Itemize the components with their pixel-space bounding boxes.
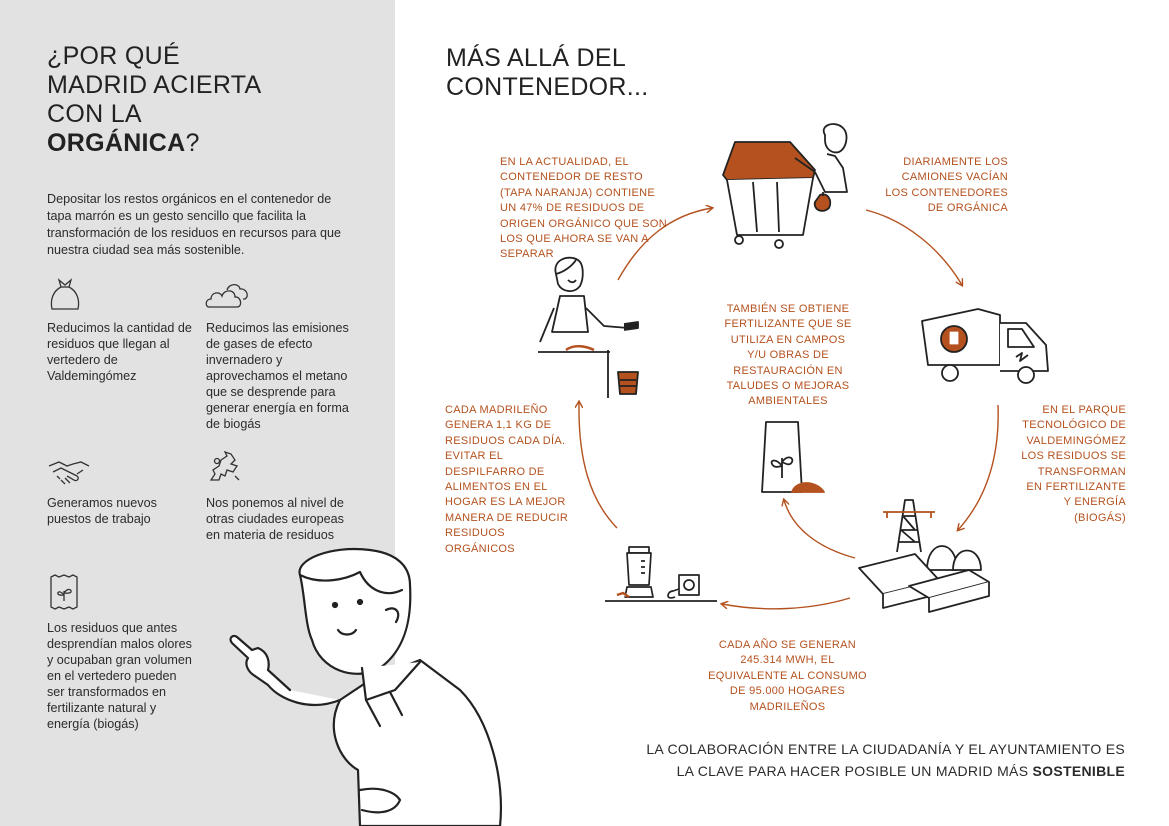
left-title-line: CON LA — [47, 100, 142, 128]
treatment-plant-illustration — [857, 490, 992, 615]
footer-statement — [646, 738, 1125, 782]
organic-container-illustration — [715, 120, 855, 260]
fertilizer-sack-illustration — [758, 418, 828, 498]
benefit-text: Los residuos que antes desprendían malos olores y ocupaban gran volumen en el vertedero pueden ser transformados en fertilizante natural y energía (biogás) — [47, 621, 192, 731]
person-chopping-illustration — [538, 252, 648, 402]
left-title-end: ? — [185, 129, 200, 157]
garbage-truck-illustration — [918, 303, 1053, 388]
note-citizen: CADA MADRILEÑO GENERA 1,1 KG DE RESIDUOS CADA DÍA. EVITAR EL DESPILFARRO DE ALIMENTOS EN EL HOGAR ES LA MEJOR MANERA DE REDUCIR RESIDUOS ORGÁNICOS — [445, 404, 569, 555]
left-title-line: ¿POR QUÉ — [47, 42, 180, 70]
right-title-line: MÁS ALLÁ DEL — [446, 44, 627, 72]
note-energy: CADA AÑO SE GENERAN 245.314 MWH, EL EQUIVALENTE AL CONSUMO DE 95.000 HOGARES MADRILEÑOS — [708, 639, 867, 713]
kitchen-appliances-illustration — [605, 545, 717, 607]
left-title-bold: ORGÁNICA — [47, 129, 186, 157]
arrow — [784, 500, 855, 558]
note-trucks: DIARIAMENTE LOS CAMIONES VACÍAN LOS CONTENEDORES DE ORGÁNICA — [885, 156, 1008, 215]
arrow — [866, 210, 962, 285]
benefit-text: Reducimos las emisiones de gases de efecto invernadero y aprovechamos el metano que se desprende para generar energía en forma de biogás — [206, 321, 349, 431]
arrow — [579, 402, 617, 528]
benefit-text: Generamos nuevos puestos de trabajo — [47, 496, 157, 526]
benefit-text: Reducimos la cantidad de residuos que llegan al vertedero de Valdemingómez — [47, 321, 192, 383]
left-title-line: MADRID ACIERTA — [47, 71, 262, 99]
benefit-text: Nos ponemos al nivel de otras ciudades europeas en materia de residuos — [206, 496, 344, 542]
right-title-line: CONTENEDOR... — [446, 73, 649, 101]
note-fertilizer: TAMBIÉN SE OBTIENE FERTILIZANTE QUE SE UTILIZA EN CAMPOS Y/U OBRAS DE RESTAURACIÓN EN TALUDES O MEJORAS AMBIENTALES — [724, 303, 852, 408]
intro-text: Depositar los restos orgánicos en el contenedor de tapa marrón es un gesto sencillo que facilita la transformación de los residuos en recursos para que nuestra ciudad sea más sostenible. — [47, 192, 342, 257]
footer-bold: SOSTENIBLE — [1032, 763, 1125, 779]
arrow — [722, 598, 850, 609]
note-park: EN EL PARQUE TECNOLÓGICO DE VALDEMINGÓMEZ LOS RESIDUOS SE TRANSFORMAN EN FERTILIZANTE Y ENERGÍA (BIOGÁS) — [1021, 404, 1126, 524]
footer-line: LA CLAVE PARA HACER POSIBLE UN MADRID MÁS — [676, 763, 1029, 779]
note-container: EN LA ACTUALIDAD, EL CONTENEDOR DE RESTO (TAPA NARANJA) CONTIENE UN 47% DE RESIDUOS DE ORIGEN ORGÁNICO QUE SON LOS QUE AHORA SE VAN A SEPARAR — [500, 156, 668, 261]
footer-line: LA COLABORACIÓN ENTRE LA CIUDADANÍA Y EL AYUNTAMIENTO ES — [646, 741, 1125, 757]
